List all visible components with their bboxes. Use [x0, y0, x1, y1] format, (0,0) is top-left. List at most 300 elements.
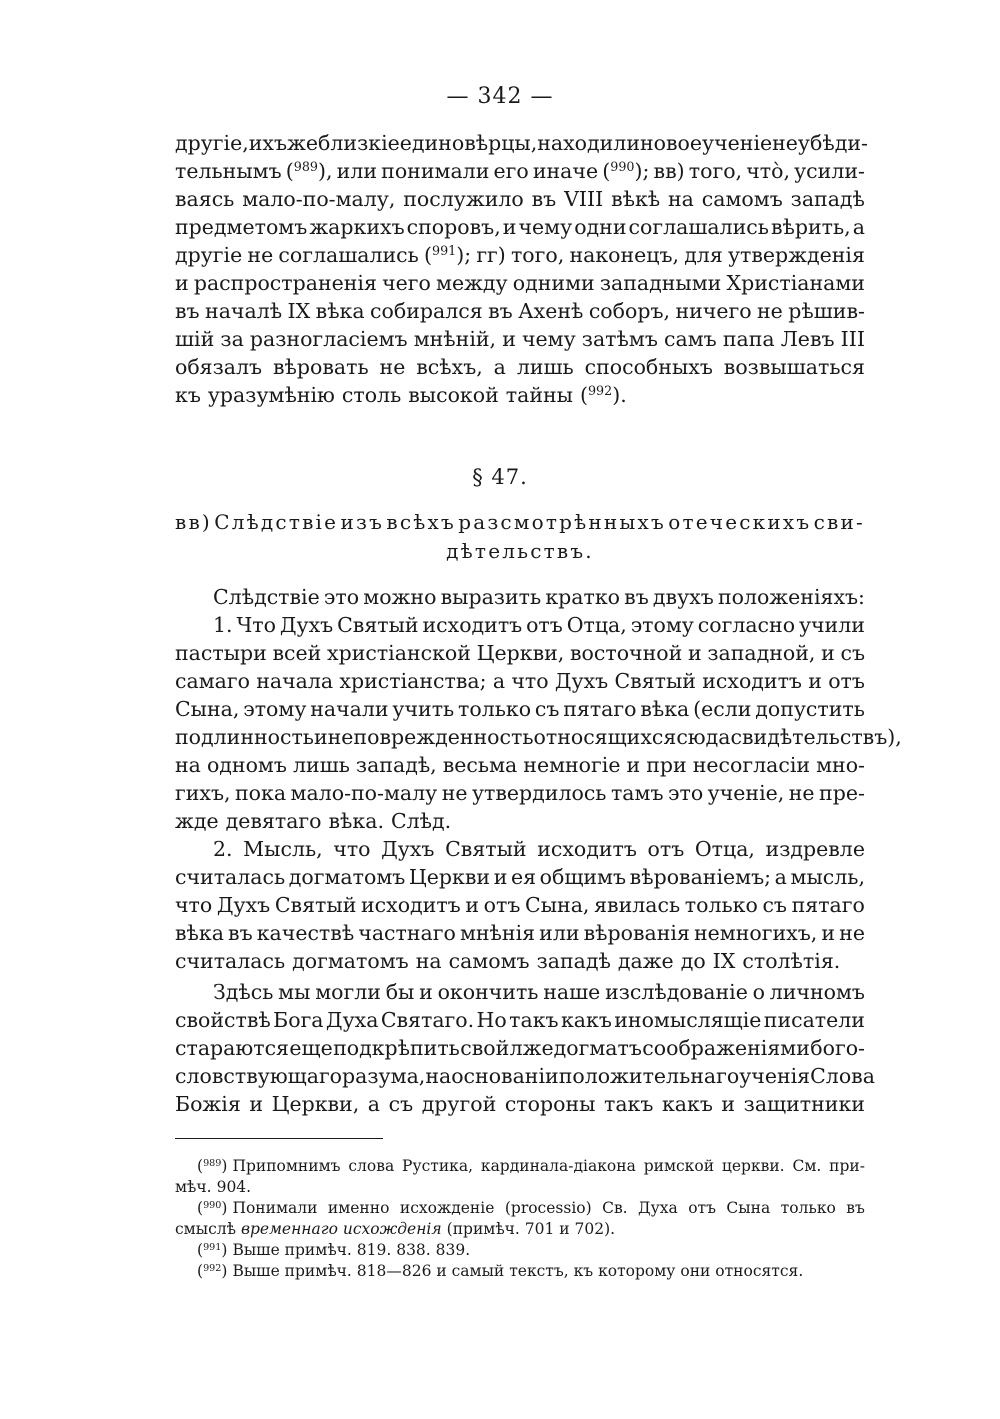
- word: Слова: [810, 1064, 875, 1088]
- word: возвышаться: [723, 355, 865, 379]
- word: Сына,: [175, 697, 240, 721]
- word: тайны: [505, 383, 573, 407]
- word: и: [465, 893, 480, 917]
- text-line: [175, 241, 865, 269]
- word: Ахенѣ: [518, 299, 584, 323]
- word: самаго: [175, 669, 250, 693]
- word: а: [493, 355, 506, 379]
- word: стараются: [175, 1036, 289, 1060]
- word: при-: [829, 1157, 865, 1175]
- word: Слѣдствіе: [213, 585, 320, 609]
- word: только: [780, 1199, 836, 1217]
- word: обязалъ: [175, 355, 263, 379]
- word: Духъ: [381, 837, 435, 861]
- word: тельнымъ: [175, 159, 282, 183]
- word: еще: [289, 1036, 333, 1060]
- word: стороны: [504, 1092, 596, 1116]
- word: и: [502, 215, 517, 239]
- final-paragraph: [175, 978, 875, 1118]
- word: подлинность: [175, 725, 314, 749]
- word: мысль,: [790, 865, 865, 889]
- footnote-992-marker: ($^{992}$): [197, 1262, 228, 1280]
- section-number: § 47.: [472, 465, 528, 489]
- word: исходитъ: [361, 893, 461, 917]
- word: на: [425, 1064, 452, 1088]
- footnote-990-line-2: [175, 1219, 865, 1240]
- word: ваясь: [175, 187, 235, 211]
- word: (если: [693, 697, 752, 721]
- word: ученіе,: [707, 781, 785, 805]
- word: и: [821, 641, 835, 665]
- word: Мысль,: [243, 837, 323, 861]
- word: вѣка: [175, 921, 224, 945]
- word: Св.: [602, 1199, 628, 1217]
- text-line: [175, 325, 865, 353]
- word: пре-: [819, 781, 865, 805]
- word: или: [336, 159, 378, 183]
- word: всей: [272, 641, 322, 665]
- word: Что: [236, 613, 276, 637]
- word: ничего: [675, 299, 752, 323]
- word: мы: [278, 980, 311, 1004]
- word: а: [492, 669, 506, 693]
- text-line: [175, 611, 865, 639]
- word: Припомнимъ: [232, 1157, 341, 1175]
- word: христіанской: [327, 641, 471, 665]
- text-line: [175, 891, 865, 919]
- footnote-reference: 991: [431, 243, 457, 259]
- word: церкви.: [721, 1157, 785, 1175]
- word: отъ: [526, 613, 563, 637]
- text-line: [175, 978, 865, 1006]
- text-line: [175, 751, 865, 779]
- word: на: [175, 753, 201, 777]
- footnote-990-text: [232, 1198, 865, 1219]
- word: издревле: [765, 837, 865, 861]
- word: этому: [243, 697, 307, 721]
- word: Понимали: [232, 1199, 318, 1217]
- word: а: [852, 215, 865, 239]
- word: чего: [382, 271, 431, 295]
- word: учили: [798, 613, 865, 637]
- text-line: [175, 269, 865, 297]
- footnote-reference: 990: [610, 159, 635, 175]
- word: считалась: [175, 949, 286, 973]
- text-line: [175, 919, 865, 947]
- text-line: [175, 863, 865, 891]
- word: гихъ,: [175, 781, 231, 805]
- word: иначе: [532, 159, 599, 183]
- page-number: — 342 —: [446, 84, 554, 109]
- word: столѣтія.: [742, 949, 841, 973]
- word: другой: [421, 1092, 497, 1116]
- word: девятаго: [225, 809, 322, 833]
- word: (processio): [504, 1199, 592, 1217]
- word: Божія: [175, 1092, 241, 1116]
- word: и: [419, 980, 433, 1004]
- word: съ: [762, 893, 787, 917]
- word: какъ: [560, 1008, 612, 1032]
- word: согласно: [697, 613, 796, 637]
- word: къ: [175, 383, 201, 407]
- word: иномыслящіе: [614, 1008, 762, 1032]
- word: сюда: [676, 725, 731, 749]
- text-line: [175, 297, 865, 325]
- word: бы: [385, 980, 415, 1004]
- word: относящихся: [533, 725, 677, 749]
- word: такъ: [509, 1008, 559, 1032]
- word: вѣкѣ: [611, 187, 661, 211]
- text-line: [175, 381, 865, 409]
- word: другіе: [175, 243, 243, 267]
- word: немногихъ,: [694, 921, 818, 945]
- word: 904.: [216, 1178, 252, 1196]
- word: одномъ: [206, 753, 287, 777]
- footnote-991-marker: ($^{991}$): [197, 1241, 228, 1259]
- word: выразить: [440, 585, 542, 609]
- footnote-990-line-1: [175, 1198, 865, 1219]
- text-line: [175, 583, 865, 611]
- section-heading: [175, 508, 865, 566]
- word: Духъ: [279, 613, 334, 637]
- word: римской: [643, 1157, 715, 1175]
- word: могли: [315, 980, 381, 1004]
- word: мѣч.: [175, 1178, 212, 1196]
- word: двухъ: [652, 585, 714, 609]
- footnote-990-italic: временнаго исхожденія: [240, 1220, 442, 1238]
- text-line: [175, 807, 865, 835]
- word: вѣка: [315, 299, 365, 323]
- word: свой: [460, 1036, 510, 1060]
- word: между: [436, 271, 508, 295]
- word: мнѣній,: [413, 327, 497, 351]
- word: разногласіемъ: [249, 327, 408, 351]
- word: IX: [287, 299, 311, 323]
- word: изслѣдованіе: [605, 980, 748, 1004]
- word: Святый: [274, 893, 357, 917]
- word: отъ: [483, 893, 521, 917]
- word: частнаго: [358, 921, 456, 945]
- word: кратко: [545, 585, 620, 609]
- word: самъ: [664, 327, 717, 351]
- word: предметомъ: [175, 215, 308, 239]
- word: ея: [510, 865, 537, 889]
- word: Сына,: [525, 893, 590, 917]
- word: разсмотрѣнныхъ: [458, 510, 666, 534]
- word: Церкви,: [476, 641, 565, 665]
- footnote-991-text: Выше примѣч. 819. 838. 839.: [232, 1241, 471, 1259]
- word: западѣ: [790, 187, 865, 211]
- word: утвержденія: [727, 243, 865, 267]
- word: IX: [712, 949, 736, 973]
- footnote-991: [175, 1240, 865, 1261]
- word: въ: [531, 187, 557, 211]
- footnote-990-marker: ($^{990}$): [197, 1199, 228, 1217]
- word: 2.: [213, 837, 233, 861]
- word: Слѣдствіе: [214, 510, 339, 534]
- word: Духъ: [216, 893, 271, 917]
- word: мало-по-малу,: [242, 187, 396, 211]
- word: при: [646, 753, 687, 777]
- text-line: [175, 1006, 865, 1034]
- word: Святый: [614, 669, 696, 693]
- word: способныхъ: [584, 355, 713, 379]
- word: самомъ: [448, 949, 530, 973]
- text-line: [175, 213, 865, 241]
- word: наконецъ,: [569, 243, 680, 267]
- text-line: [175, 353, 865, 381]
- word: западѣ: [536, 949, 611, 973]
- intro-paragraph: [175, 129, 868, 409]
- footnote-989-line-1: [175, 1156, 865, 1177]
- word: Но: [476, 1008, 507, 1032]
- word: на: [668, 187, 694, 211]
- word: положеніяхъ:: [717, 585, 865, 609]
- word: изъ: [340, 510, 385, 534]
- word: качествѣ: [256, 921, 355, 945]
- word: а: [774, 865, 787, 889]
- word: явилась: [594, 893, 681, 917]
- word: что: [175, 893, 213, 917]
- word: окончить: [437, 980, 539, 1004]
- word: это: [668, 781, 704, 805]
- word: и: [687, 641, 702, 665]
- word: или: [539, 921, 580, 945]
- word: такъ: [603, 1092, 654, 1116]
- word: пока: [235, 781, 287, 805]
- footnote-992-text: Выше примѣч. 818—826 и самый текстъ, къ которому они относятся.: [232, 1262, 804, 1280]
- word: христіанства;: [339, 669, 487, 693]
- word: на: [415, 949, 442, 973]
- word: одними: [512, 271, 595, 295]
- text-line: [175, 639, 865, 667]
- word: соглашались: [278, 243, 419, 267]
- text-line: [175, 1090, 865, 1118]
- word: VIII: [564, 187, 604, 211]
- word: шій: [175, 327, 215, 351]
- footnote-989-text: [232, 1156, 865, 1177]
- word: только: [458, 697, 532, 721]
- word: въ: [175, 299, 200, 323]
- text-line: [175, 157, 865, 185]
- word: разума,: [342, 1064, 426, 1088]
- word: въ: [846, 1199, 865, 1217]
- word: весьма: [442, 753, 518, 777]
- word: новое: [640, 131, 703, 155]
- word: и: [808, 669, 822, 693]
- word: ученія: [739, 1064, 811, 1088]
- word: слова: [348, 1157, 395, 1175]
- word: столь: [341, 383, 402, 407]
- word: исхожденіе: [399, 1199, 495, 1217]
- word: затѣмъ: [581, 327, 658, 351]
- word: подкрѣпить: [333, 1036, 460, 1060]
- word: начала: [256, 669, 334, 693]
- word: Рустика,: [402, 1157, 474, 1175]
- word: понимали: [381, 159, 490, 183]
- word: Сына: [726, 1199, 771, 1217]
- word: ученіе: [702, 131, 773, 155]
- word: что̀,: [746, 159, 790, 183]
- word: Духа: [638, 1199, 678, 1217]
- word: его: [493, 159, 529, 183]
- footnote-divider: [175, 1138, 383, 1139]
- footnote-reference: 992: [587, 383, 613, 399]
- word: мало-по-малу: [290, 781, 438, 805]
- word: утвердилось: [471, 781, 607, 805]
- text-line: [175, 723, 902, 751]
- word: не: [379, 355, 406, 379]
- word: отъ: [647, 837, 685, 861]
- heading-line-2: дѣтельствъ.: [446, 539, 594, 563]
- word: всѣхъ,: [416, 355, 483, 379]
- text-line: [175, 667, 865, 695]
- word: до: [680, 949, 706, 973]
- word: восточной: [569, 641, 683, 665]
- word: бого-: [810, 1036, 865, 1060]
- word: соображеніями: [642, 1036, 810, 1060]
- word: въ: [624, 585, 649, 609]
- word: высокой: [408, 383, 499, 407]
- word: въ: [228, 921, 253, 945]
- word: Левъ: [780, 327, 835, 351]
- word: лжедогматъ: [509, 1036, 642, 1060]
- text-line: [175, 695, 865, 723]
- word: пятаго: [563, 697, 637, 721]
- word: что: [511, 669, 549, 693]
- word: о: [752, 980, 765, 1004]
- word: чему: [518, 215, 573, 239]
- word: и: [821, 921, 836, 945]
- word: послужило: [403, 187, 524, 211]
- word: ($^{992}$).: [579, 383, 627, 407]
- word: вв): [175, 510, 212, 534]
- word: въ: [488, 299, 513, 323]
- word: а: [367, 1092, 381, 1116]
- word: несогласіи: [692, 753, 811, 777]
- footnote-990-post: (примѣч. 701 и 702).: [446, 1220, 616, 1238]
- word: что: [333, 837, 371, 861]
- word: Отца,: [694, 837, 755, 861]
- word: не: [247, 243, 274, 267]
- word: жаркихъ: [309, 215, 405, 239]
- word: того,: [510, 243, 565, 267]
- word: неубѣди-: [772, 131, 868, 155]
- word: не: [788, 781, 815, 805]
- word: и: [249, 1092, 263, 1116]
- word: уразумѣнію: [207, 383, 335, 407]
- word: лишь: [292, 753, 350, 777]
- word: свойствѣ: [175, 1008, 271, 1032]
- text-line: [175, 185, 865, 213]
- word: Слѣд.: [390, 809, 452, 833]
- word: кардинала-діакона: [480, 1157, 636, 1175]
- word: допустить: [755, 697, 865, 721]
- text-line: [175, 1034, 865, 1062]
- word: догматомъ: [292, 949, 409, 973]
- word: исходитъ: [422, 613, 523, 637]
- word: отъ: [828, 669, 865, 693]
- word: рѣшив-: [788, 299, 865, 323]
- text-line: [175, 835, 865, 863]
- word: тамъ: [610, 781, 664, 805]
- word: началѣ: [205, 299, 283, 323]
- word: одни: [574, 215, 627, 239]
- word: положительнаго: [558, 1064, 740, 1088]
- word: исходитъ: [702, 669, 802, 693]
- text-line: [175, 779, 865, 807]
- word: не: [839, 921, 865, 945]
- word: западными: [599, 271, 722, 295]
- word: гг): [476, 243, 506, 267]
- word: личномъ: [769, 980, 865, 1004]
- word: и: [626, 753, 641, 777]
- word: того,: [688, 159, 743, 183]
- word: вѣка: [640, 697, 690, 721]
- word: пастыри: [175, 641, 267, 665]
- word: самомъ: [701, 187, 783, 211]
- word: Отца,: [566, 613, 627, 637]
- word: и: [493, 865, 508, 889]
- conclusion-paragraph: [175, 583, 902, 975]
- text-line: [175, 1062, 875, 1090]
- word: папа: [722, 327, 775, 351]
- word: Бога: [273, 1008, 324, 1032]
- word: соборъ,: [588, 299, 671, 323]
- word: Церкви: [408, 865, 491, 889]
- word: отеческихъ: [668, 510, 812, 534]
- word: даже: [617, 949, 674, 973]
- word: вѣровать: [273, 355, 369, 379]
- word: споровъ,: [406, 215, 501, 239]
- word: именно: [327, 1199, 390, 1217]
- word: писатели: [763, 1008, 865, 1032]
- footnote-reference: 989: [293, 159, 319, 175]
- word: и: [175, 271, 189, 295]
- word: Святый: [445, 837, 527, 861]
- word: и: [502, 327, 516, 351]
- word: Здѣсь: [213, 980, 274, 1004]
- word: соглашались: [628, 215, 769, 239]
- footnote-992: [175, 1261, 865, 1282]
- word: Святаго.: [380, 1008, 475, 1032]
- word: вѣрованіемъ;: [629, 865, 772, 889]
- word: только: [684, 893, 758, 917]
- word: пятаго: [791, 893, 865, 917]
- word: наше: [543, 980, 601, 1004]
- word: словствующаго: [175, 1064, 343, 1088]
- word: сви-: [813, 510, 865, 534]
- word: не: [757, 299, 783, 323]
- word: и: [313, 725, 328, 749]
- word: свидѣтельствъ),: [730, 725, 902, 749]
- footnote-989-marker: ($^{989}$): [197, 1157, 228, 1175]
- word: Церкви,: [271, 1092, 360, 1116]
- word: учить: [392, 697, 455, 721]
- word: какъ: [661, 1092, 713, 1116]
- word: за: [220, 327, 244, 351]
- word: лишь: [516, 355, 574, 379]
- word: ихъ: [248, 131, 288, 155]
- word: См.: [792, 1157, 822, 1175]
- word: защитники: [743, 1092, 865, 1116]
- word: усили-: [794, 159, 865, 183]
- word: вѣка.: [328, 809, 384, 833]
- word: вв): [653, 159, 685, 183]
- word: Святый: [337, 613, 419, 637]
- word: начали: [310, 697, 389, 721]
- word: III: [840, 327, 865, 351]
